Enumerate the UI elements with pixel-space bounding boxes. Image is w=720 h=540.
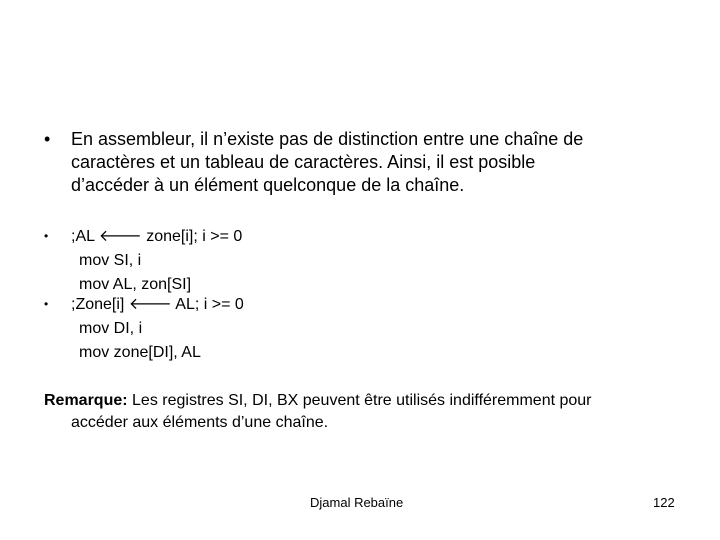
remark-text-continued: accéder aux éléments d’une chaîne. (71, 414, 329, 431)
remark-text: Les registres SI, DI, BX peuvent être utilisés indifféremment pour (127, 392, 592, 409)
bullet-marker: • (44, 129, 51, 149)
code-line: mov zone[DI], AL (79, 344, 201, 361)
bullet-text (71, 128, 671, 197)
code-block (71, 293, 244, 365)
code-line: mov SI, i (79, 252, 142, 269)
bullet-marker: • (44, 229, 49, 243)
bullet-line: En assembleur, il n’existe pas de distinction entre une chaîne de (71, 129, 584, 149)
bullet-line: d’accéder à un élément quelconque de la chaîne. (71, 175, 465, 195)
code-line: mov AL, zon[SI] (79, 276, 192, 293)
footer-author: Djamal Rebaïne (310, 495, 404, 510)
code-block (71, 225, 242, 297)
bullet-line: caractères et un tableau de caractères. Ainsi, il est posible (71, 152, 536, 172)
code-comment: ;Zone[i] 🡐 AL; i >= 0 (71, 296, 244, 313)
left-arrow-icon: 🡐 (98, 228, 142, 245)
code-comment: ;AL 🡐 zone[i]; i >= 0 (71, 228, 243, 245)
remark-line (44, 392, 592, 409)
page-number: 122 (653, 495, 675, 510)
remark-paragraph (44, 390, 684, 434)
bullet-marker: • (44, 297, 49, 311)
remark-label: Remarque: (44, 392, 128, 409)
left-arrow-icon: 🡐 (128, 296, 172, 313)
code-line: mov DI, i (79, 320, 143, 337)
